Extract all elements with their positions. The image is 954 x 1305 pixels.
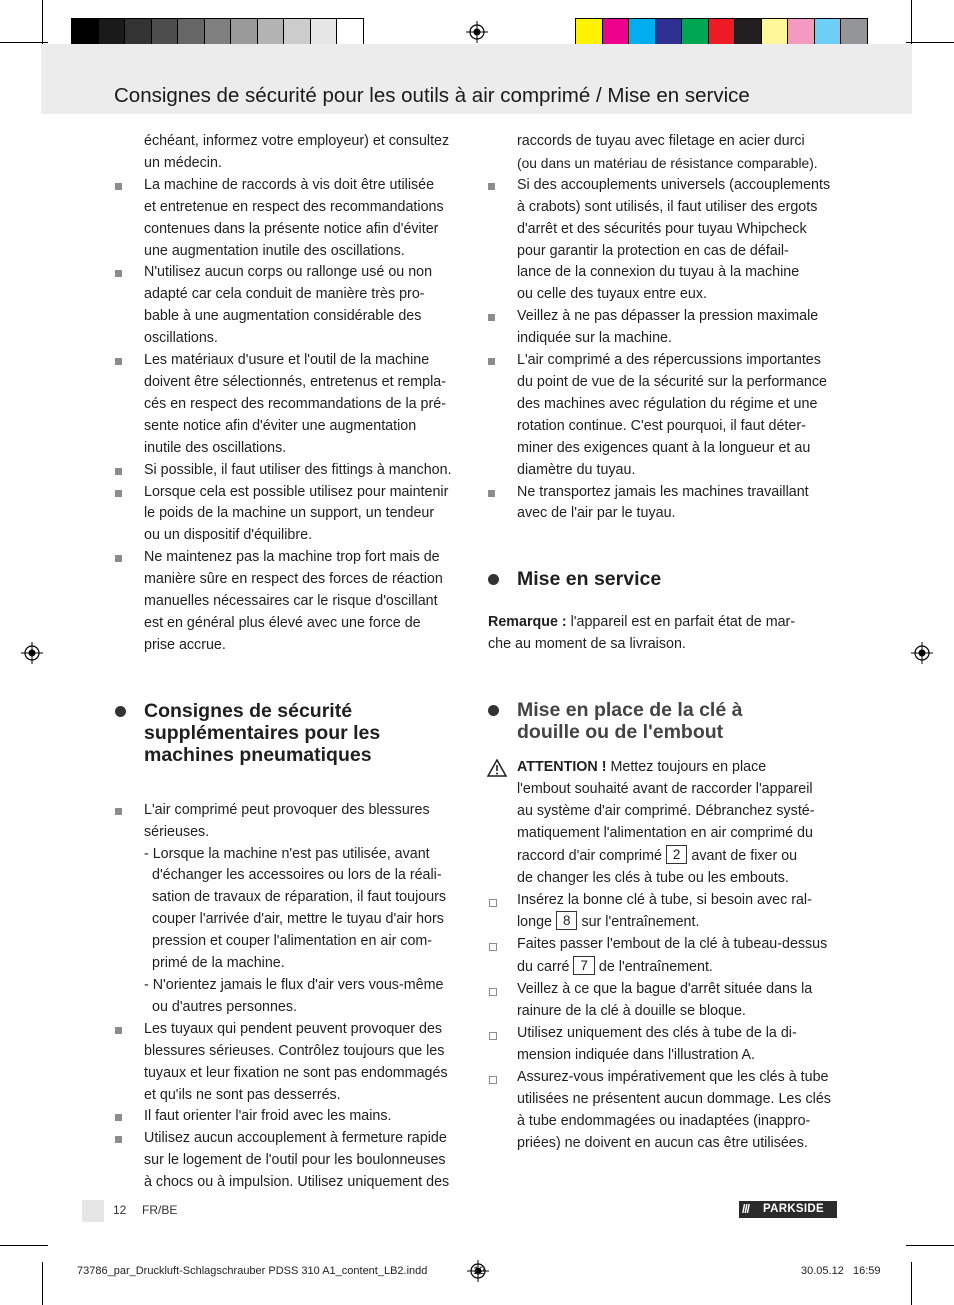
list-item xyxy=(115,1019,467,1107)
text-line: sation de travaux de réparation, il faut toujours xyxy=(152,889,447,906)
text-line: N'utilisez aucun corps ou rallonge usé ou non xyxy=(144,264,433,281)
gray-swatch xyxy=(230,18,258,46)
text-line: Lorsque cela est possible utilisez pour maintenir xyxy=(144,483,449,500)
text-line: mension indiquée dans l'illustration A. xyxy=(517,1046,755,1063)
brand-slashes: /// xyxy=(742,1202,750,1216)
gray-swatch xyxy=(151,18,179,46)
text-line: sur le logement de l'outil pour les boulonneuses xyxy=(144,1152,446,1169)
text-line: L'air comprimé a des répercussions importantes xyxy=(517,352,821,369)
text-line: à tube endommagées ou inadaptées (inappro- xyxy=(517,1112,811,1129)
list-item xyxy=(115,460,467,482)
text-line: matiquement l'alimentation en air comprimé du xyxy=(517,824,813,841)
brand-logo: PARKSIDE xyxy=(739,1201,837,1218)
registration-mark-icon xyxy=(911,642,933,664)
text-line: adapté car cela conduit de manière très pro- xyxy=(144,286,425,303)
text-line: de changer les clés à tube ou les embouts. xyxy=(517,869,789,886)
text-line: Ne transportez jamais les machines travaillant xyxy=(517,483,809,500)
text-line: sente notice afin d'éviter une augmentation xyxy=(144,417,417,434)
text-line: primé de la machine. xyxy=(152,955,285,972)
text-line: miner des exigences quant à la longueur et au xyxy=(517,439,811,456)
heading-line: machines pneumatiques xyxy=(144,743,372,766)
text-line: Veillez à ce que la bague d'arrêt située dans la xyxy=(517,981,813,998)
text-line xyxy=(517,757,843,779)
text-line: Si des accouplements universels (accouplements xyxy=(517,176,831,193)
text-line: ou d'autres personnes. xyxy=(152,998,298,1015)
remark-label: Remarque : xyxy=(488,614,567,631)
text-span: longe xyxy=(517,914,556,931)
step-item xyxy=(488,934,843,979)
registration-mark-icon xyxy=(466,21,488,43)
file-time: 16:59 xyxy=(853,1265,881,1277)
text-line: blessures sérieuses. Contrôlez toujours que les xyxy=(144,1042,445,1059)
locale-label: FR/BE xyxy=(142,1203,178,1217)
text-line: (ou dans un matériau de résistance comparable). xyxy=(517,155,818,171)
color-swatch xyxy=(787,18,815,46)
gray-swatch xyxy=(283,18,311,46)
text-line: Les matériaux d'usure et l'outil de la machine xyxy=(144,352,430,369)
text-line: et entretenue en respect des recommandations xyxy=(144,198,444,215)
file-name: 73786_par_Druckluft-Schlagschrauber PDSS 310 A1_content_LB2.indd xyxy=(77,1265,428,1277)
text-line: che au moment de sa livraison. xyxy=(488,636,686,653)
list-item xyxy=(115,262,467,350)
heading-line: Consignes de sécurité xyxy=(144,699,353,722)
step-item xyxy=(488,1067,843,1155)
text-line: ou un dispositif d'équilibre. xyxy=(144,527,313,544)
color-swatch xyxy=(655,18,683,46)
text-line: au système d'air comprimé. Débranchez systé- xyxy=(517,802,815,819)
step-item xyxy=(488,979,843,1023)
text-line: couper l'arrivée d'air, mettre le tuyau d'air hors xyxy=(152,911,444,928)
part-number-badge: 2 xyxy=(666,845,688,864)
text-line: indiquée sur la machine. xyxy=(517,330,672,347)
text-line: prise accrue. xyxy=(144,636,226,653)
text-line: bable à une augmentation considérable des xyxy=(144,308,422,325)
crop-mark xyxy=(906,1245,954,1246)
attention-text: Mettez toujours en place xyxy=(606,759,767,776)
crop-mark xyxy=(42,1262,43,1305)
text-span: sur l'entraînement. xyxy=(577,914,700,931)
file-date: 30.05.12 xyxy=(801,1265,844,1277)
heading-line: douille ou de l'embout xyxy=(517,721,724,744)
text-line: cés en respect des recommandations de la pré- xyxy=(144,395,446,412)
text-line: avec de l'air par le tuyau. xyxy=(517,505,676,522)
heading-line: Mise en place de la clé à xyxy=(517,699,743,722)
text-line: ou celle des tuyaux entre eux. xyxy=(517,286,707,303)
text-line: Si possible, il faut utiliser des fittings à manchon. xyxy=(144,461,452,478)
text-line: et qu'ils ne sont pas desserrés. xyxy=(144,1086,341,1103)
crop-mark xyxy=(911,1262,912,1305)
bullet-list xyxy=(115,1019,467,1194)
color-swatch xyxy=(814,18,842,46)
text-line: manuelles nécessaires car le risque d'oscillant xyxy=(144,593,438,610)
remark-text: l'appareil est en parfait état de mar- xyxy=(566,614,796,631)
text-line: - N'orientez jamais le flux d'air vers vous-même xyxy=(144,977,444,993)
file-page: 12 xyxy=(473,1265,486,1277)
text-line: priées) ne doivent en aucun cas être utilisées. xyxy=(517,1134,808,1151)
text-line: Veillez à ne pas dépasser la pression maximale xyxy=(517,308,819,325)
crop-mark xyxy=(0,42,48,43)
step-item xyxy=(488,1023,843,1067)
left-column xyxy=(115,131,467,1194)
list-item xyxy=(115,350,467,460)
heading-line: Mise en service xyxy=(517,568,662,591)
heading-line: supplémentaires pour les xyxy=(144,721,381,744)
text-line: diamètre du tuyau. xyxy=(517,461,636,478)
text-line xyxy=(488,612,843,634)
text-line: Ne maintenez pas la machine trop fort mais de xyxy=(144,549,440,566)
text-line: rainure de la clé à douille se bloque. xyxy=(517,1003,746,1020)
continued-paragraph xyxy=(488,131,843,175)
attention-paragraph xyxy=(488,757,843,889)
color-swatch xyxy=(575,18,603,46)
list-item xyxy=(488,350,843,481)
gray-swatch xyxy=(124,18,152,46)
text-span: avant de fixer ou xyxy=(687,847,798,864)
text-line: l'embout souhaité avant de raccorder l'appareil xyxy=(517,781,813,798)
text-line xyxy=(517,845,843,868)
text-line: Utilisez aucun accouplement à fermeture rapide xyxy=(144,1130,447,1147)
text-span: raccord d'air comprimé xyxy=(517,847,666,864)
text-line: oscillations. xyxy=(144,330,218,347)
gray-swatch xyxy=(336,18,364,46)
text-line: doivent être sélectionnés, entretenus et rempla- xyxy=(144,373,446,390)
color-calibration-bar xyxy=(575,18,867,46)
crop-mark xyxy=(0,1245,48,1246)
text-line: lance de la connexion du tuyau à la machine xyxy=(517,264,800,281)
text-line: le poids de la machine un support, un tendeur xyxy=(144,505,435,522)
text-line: raccords de tuyau avec filetage en acier durci xyxy=(517,133,805,149)
text-line: rotation continue. C'est pourquoi, il faut déter- xyxy=(517,417,806,434)
list-item xyxy=(115,547,467,657)
gray-swatch xyxy=(257,18,285,46)
color-swatch xyxy=(628,18,656,46)
text-span: de l'entraînement. xyxy=(594,959,713,976)
list-item xyxy=(115,482,467,548)
text-line: d'échanger les accessoires ou lors de la réali- xyxy=(152,867,442,884)
color-swatch xyxy=(761,18,789,46)
text-line: sérieuses. xyxy=(144,823,210,840)
gray-swatch xyxy=(177,18,205,46)
text-line xyxy=(517,956,843,979)
page-number-box xyxy=(82,1200,104,1222)
text-line: d'arrêt et des sécurités pour tuyau Whipcheck xyxy=(517,220,807,237)
gray-swatch xyxy=(204,18,232,46)
gray-swatch xyxy=(98,18,126,46)
color-swatch xyxy=(840,18,868,46)
text-line: inutile des oscillations. xyxy=(144,439,287,456)
attention-label: ATTENTION ! xyxy=(517,759,607,776)
list-item xyxy=(488,306,843,350)
color-swatch xyxy=(708,18,736,46)
text-line: La machine de raccords à vis doit être utilisée xyxy=(144,176,435,193)
text-line: manière sûre en respect des forces de réaction xyxy=(144,571,443,588)
bullet-list xyxy=(488,175,843,526)
gray-swatch xyxy=(310,18,338,46)
remark-paragraph xyxy=(488,612,843,656)
section-heading-supplementary xyxy=(115,700,467,766)
text-line: - Lorsque la machine n'est pas utilisée, avant xyxy=(144,845,430,862)
crop-mark xyxy=(42,0,43,48)
text-line: Il faut orienter l'air froid avec les mains. xyxy=(144,1108,392,1125)
continued-paragraph xyxy=(115,131,467,175)
bullet-list xyxy=(115,175,467,657)
text-line: L'air comprimé peut provoquer des blessures xyxy=(144,801,430,818)
grayscale-calibration-bar xyxy=(71,18,363,46)
text-line: un médecin. xyxy=(144,154,222,171)
gray-swatch xyxy=(71,18,99,46)
text-line: pression et couper l'alimentation en air com- xyxy=(152,933,433,950)
text-line: contenues dans la présente notice afin d'éviter xyxy=(144,220,439,237)
text-line: est en général plus élevé avec une force de xyxy=(144,614,421,631)
text-line: pour garantir la protection en cas de défail- xyxy=(517,242,789,259)
text-line: du point de vue de la sécurité sur la performance xyxy=(517,373,827,390)
text-line: à crabots) sont utilisés, il faut utiliser des ergots xyxy=(517,198,818,215)
list-item xyxy=(488,175,843,306)
text-line: tuyaux et leur fixation ne sont pas endommagés xyxy=(144,1064,448,1081)
text-line: Insérez la bonne clé à tube, si besoin avec ral- xyxy=(517,891,812,908)
section-heading-mise-en-place xyxy=(488,699,843,743)
list-item xyxy=(115,800,467,844)
dash-list xyxy=(115,844,467,1019)
text-line: à chocs ou à impulsion. Utilisez uniquement des xyxy=(144,1174,450,1191)
text-line: des machines avec régulation du régime et une xyxy=(517,395,818,412)
crop-mark xyxy=(911,0,912,48)
part-number-badge: 7 xyxy=(573,956,595,975)
list-item xyxy=(488,482,843,526)
text-line xyxy=(517,911,843,934)
text-line: Utilisez uniquement des clés à tube de la di- xyxy=(517,1025,797,1041)
dash-item xyxy=(115,975,467,1019)
color-swatch xyxy=(681,18,709,46)
part-number-badge: 8 xyxy=(556,911,578,930)
page-number: 12 xyxy=(113,1203,127,1217)
list-item xyxy=(115,1128,467,1194)
text-line: utilisées ne présentent aucun dommage. Les clés xyxy=(517,1090,831,1107)
step-list xyxy=(488,979,843,1154)
text-line: Assurez-vous impérativement que les clés à tube xyxy=(517,1068,829,1085)
right-column xyxy=(488,131,843,1154)
step-item xyxy=(488,890,843,935)
color-swatch xyxy=(734,18,762,46)
text-line: Faites passer l'embout de la clé à tubeau-dessus xyxy=(517,936,828,953)
warning-triangle-icon xyxy=(487,759,507,777)
list-item xyxy=(115,175,467,263)
dash-item xyxy=(115,844,467,975)
list-item xyxy=(115,1106,467,1128)
crop-mark xyxy=(906,42,954,43)
page-title: Consignes de sécurité pour les outils à air comprimé / Mise en service xyxy=(114,84,750,107)
color-swatch xyxy=(602,18,630,46)
text-line: une augmentation inutile des oscillations. xyxy=(144,242,405,259)
section-heading-mise-en-service xyxy=(488,568,843,590)
registration-mark-icon xyxy=(21,642,43,664)
text-line: échéant, informez votre employeur) et consultez xyxy=(144,133,450,149)
text-line: Les tuyaux qui pendent peuvent provoquer des xyxy=(144,1020,443,1037)
text-span: du carré xyxy=(517,959,574,976)
